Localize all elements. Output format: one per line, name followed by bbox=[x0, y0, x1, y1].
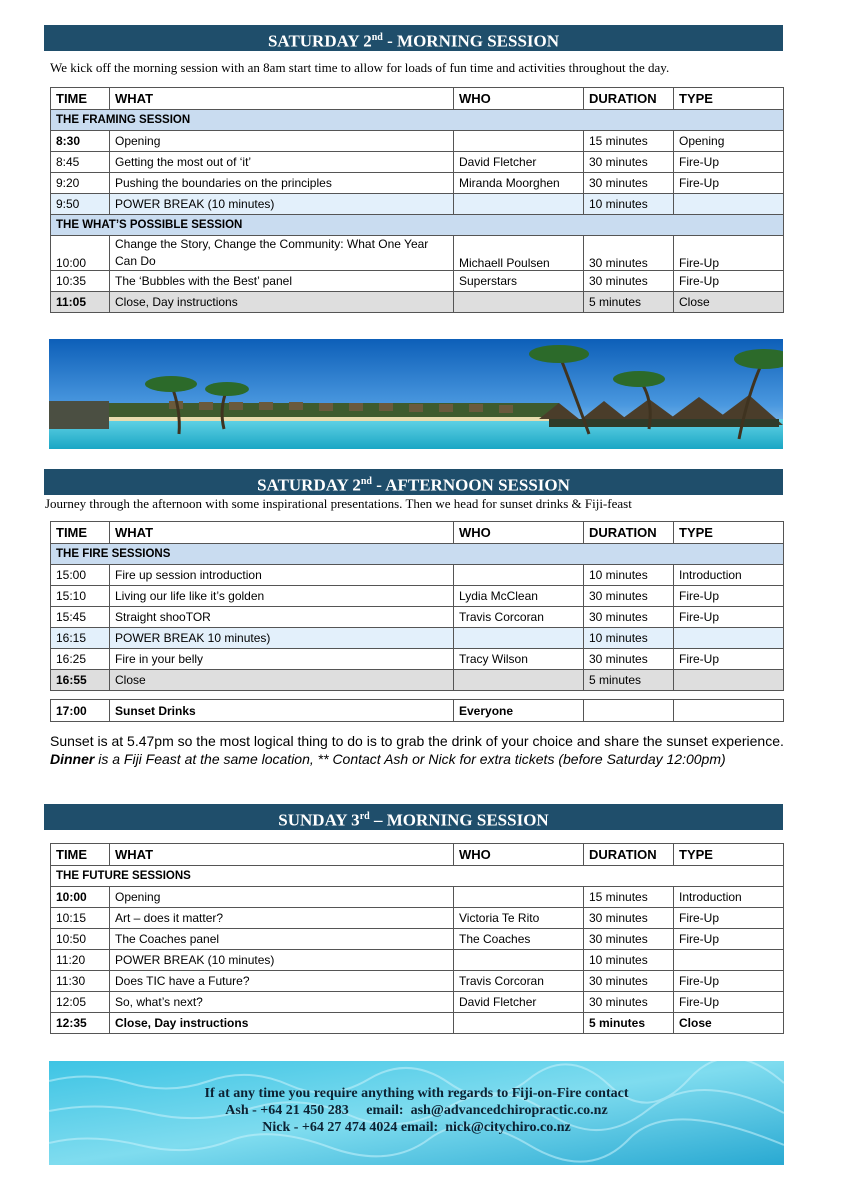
time-cell: 10:35 bbox=[51, 271, 110, 292]
time-cell: 11:20 bbox=[51, 950, 110, 971]
table-header-row bbox=[51, 522, 784, 544]
what-cell: Close, Day instructions bbox=[110, 1013, 454, 1034]
time-cell: 10:00 bbox=[51, 887, 110, 908]
sunday-schedule-table bbox=[50, 843, 784, 1034]
duration-cell: 10 minutes bbox=[584, 565, 674, 586]
section-title: THE FRAMING SESSION bbox=[51, 110, 784, 131]
duration-cell: 30 minutes bbox=[584, 173, 674, 194]
duration-cell bbox=[584, 700, 674, 722]
col-type: TYPE bbox=[674, 522, 784, 544]
table-row-close bbox=[51, 1013, 784, 1034]
type-cell: Fire-Up bbox=[674, 236, 784, 271]
table-row bbox=[51, 607, 784, 628]
duration-cell: 30 minutes bbox=[584, 152, 674, 173]
morning-intro: We kick off the morning session with an 8am start time to allow for loads of fun time and activities throughout the day. bbox=[50, 60, 670, 75]
table-row bbox=[51, 887, 784, 908]
what-cell: Opening bbox=[110, 887, 454, 908]
col-who: WHO bbox=[454, 522, 584, 544]
morning-session-header: SATURDAY 2nd - MORNING SESSION bbox=[44, 25, 783, 51]
what-cell: Straight shooTOR bbox=[110, 607, 454, 628]
what-cell: The ‘Bubbles with the Best’ panel bbox=[110, 271, 454, 292]
col-what: WHAT bbox=[110, 88, 454, 110]
section-title: THE FIRE SESSIONS bbox=[51, 544, 784, 565]
time-cell: 9:50 bbox=[51, 194, 110, 215]
who-cell: David Fletcher bbox=[454, 152, 584, 173]
table-row bbox=[51, 992, 784, 1013]
who-cell bbox=[454, 670, 584, 691]
time-cell: 15:10 bbox=[51, 586, 110, 607]
who-cell bbox=[454, 950, 584, 971]
who-cell: Michaell Poulsen bbox=[454, 236, 584, 271]
time-cell: 16:15 bbox=[51, 628, 110, 649]
type-cell: Fire-Up bbox=[674, 152, 784, 173]
type-cell bbox=[674, 628, 784, 649]
time-cell: 9:20 bbox=[51, 173, 110, 194]
who-cell: Travis Corcoran bbox=[454, 607, 584, 628]
who-cell bbox=[454, 1013, 584, 1034]
col-duration: DURATION bbox=[584, 522, 674, 544]
type-cell: Introduction bbox=[674, 887, 784, 908]
who-cell: Superstars bbox=[454, 271, 584, 292]
who-cell: Lydia McClean bbox=[454, 586, 584, 607]
col-time: TIME bbox=[51, 522, 110, 544]
what-cell: Opening bbox=[110, 131, 454, 152]
col-type: TYPE bbox=[674, 844, 784, 866]
type-cell: Introduction bbox=[674, 565, 784, 586]
duration-cell: 30 minutes bbox=[584, 992, 674, 1013]
duration-cell: 5 minutes bbox=[584, 1013, 674, 1034]
time-cell: 16:25 bbox=[51, 649, 110, 670]
section-row bbox=[51, 544, 784, 565]
time-cell: 11:05 bbox=[51, 292, 110, 313]
what-cell: Living our life like it’s golden bbox=[110, 586, 454, 607]
time-cell: 12:05 bbox=[51, 992, 110, 1013]
col-what: WHAT bbox=[110, 844, 454, 866]
resort-banner-image bbox=[49, 339, 783, 449]
col-who: WHO bbox=[454, 88, 584, 110]
who-cell: Victoria Te Rito bbox=[454, 908, 584, 929]
table-row bbox=[51, 173, 784, 194]
who-cell: Travis Corcoran bbox=[454, 971, 584, 992]
table-header-row bbox=[51, 88, 784, 110]
contact-ash: Ash - +64 21 450 283 email: ash@advancedchiropractic.co.nz bbox=[225, 1103, 608, 1118]
what-cell: POWER BREAK (10 minutes) bbox=[110, 194, 454, 215]
table-row bbox=[51, 971, 784, 992]
col-time: TIME bbox=[51, 88, 110, 110]
col-duration: DURATION bbox=[584, 88, 674, 110]
col-who: WHO bbox=[454, 844, 584, 866]
type-cell bbox=[674, 194, 784, 215]
type-cell: Opening bbox=[674, 131, 784, 152]
sunset-drinks-table bbox=[50, 699, 784, 722]
duration-cell: 30 minutes bbox=[584, 908, 674, 929]
what-cell: Fire up session introduction bbox=[110, 565, 454, 586]
time-cell: 8:45 bbox=[51, 152, 110, 173]
who-cell: Everyone bbox=[454, 700, 584, 722]
type-cell bbox=[674, 950, 784, 971]
duration-cell: 30 minutes bbox=[584, 971, 674, 992]
afternoon-session-header: SATURDAY 2nd - AFTERNOON SESSION bbox=[44, 469, 783, 495]
sunday-session-header: SUNDAY 3rd – MORNING SESSION bbox=[44, 804, 783, 830]
what-cell: Fire in your belly bbox=[110, 649, 454, 670]
who-cell bbox=[454, 628, 584, 649]
section-row bbox=[51, 215, 784, 236]
type-cell: Fire-Up bbox=[674, 173, 784, 194]
time-cell: 16:55 bbox=[51, 670, 110, 691]
what-cell: Does TIC have a Future? bbox=[110, 971, 454, 992]
col-what: WHAT bbox=[110, 522, 454, 544]
what-cell: POWER BREAK 10 minutes) bbox=[110, 628, 454, 649]
type-cell: Fire-Up bbox=[674, 586, 784, 607]
sunset-note bbox=[50, 732, 790, 768]
table-row-break bbox=[51, 628, 784, 649]
morning-schedule-table bbox=[50, 87, 784, 313]
who-cell: Miranda Moorghen bbox=[454, 173, 584, 194]
table-row-close bbox=[51, 670, 784, 691]
time-cell: 15:45 bbox=[51, 607, 110, 628]
table-row bbox=[51, 586, 784, 607]
section-row bbox=[51, 866, 784, 887]
type-cell bbox=[674, 700, 784, 722]
what-cell: Getting the most out of ‘it’ bbox=[110, 152, 454, 173]
type-cell bbox=[674, 670, 784, 691]
duration-cell: 30 minutes bbox=[584, 586, 674, 607]
table-row bbox=[51, 131, 784, 152]
resort-scene bbox=[49, 339, 783, 449]
time-cell: 8:30 bbox=[51, 131, 110, 152]
duration-cell: 5 minutes bbox=[584, 670, 674, 691]
what-cell: So, what’s next? bbox=[110, 992, 454, 1013]
who-cell: Tracy Wilson bbox=[454, 649, 584, 670]
what-cell: Art – does it matter? bbox=[110, 908, 454, 929]
col-duration: DURATION bbox=[584, 844, 674, 866]
section-title: THE FUTURE SESSIONS bbox=[51, 866, 784, 887]
afternoon-schedule-table bbox=[50, 521, 784, 691]
type-cell: Fire-Up bbox=[674, 607, 784, 628]
contact-block bbox=[49, 1085, 784, 1136]
table-row bbox=[51, 565, 784, 586]
what-cell: Change the Story, Change the Community: What One Year Can Do bbox=[110, 236, 454, 271]
who-cell: David Fletcher bbox=[454, 992, 584, 1013]
time-cell: 15:00 bbox=[51, 565, 110, 586]
table-row-break bbox=[51, 950, 784, 971]
table-row bbox=[51, 908, 784, 929]
contact-nick: Nick - +64 27 474 4024 email: nick@citychiro.co.nz bbox=[262, 1120, 571, 1135]
table-row-sunset-drinks bbox=[51, 700, 784, 722]
sunset-note-text: Sunset is at 5.47pm so the most logical thing to do is to grab the drink of your choice and share the sunset experience. bbox=[50, 733, 784, 749]
duration-cell: 30 minutes bbox=[584, 607, 674, 628]
contact-intro: If at any time you require anything with regards to Fiji-on-Fire contact bbox=[204, 1086, 629, 1101]
time-cell: 10:50 bbox=[51, 929, 110, 950]
section-title: THE WHAT’S POSSIBLE SESSION bbox=[51, 215, 784, 236]
col-time: TIME bbox=[51, 844, 110, 866]
dinner-note-text: is a Fiji Feast at the same location, ** Contact Ash or Nick for extra tickets (before Saturday 12:00pm) bbox=[94, 751, 726, 767]
dinner-note bbox=[50, 750, 790, 768]
who-cell bbox=[454, 194, 584, 215]
type-cell: Fire-Up bbox=[674, 971, 784, 992]
col-type: TYPE bbox=[674, 88, 784, 110]
type-cell: Close bbox=[674, 1013, 784, 1034]
time-cell: 10:15 bbox=[51, 908, 110, 929]
duration-cell: 5 minutes bbox=[584, 292, 674, 313]
table-row bbox=[51, 152, 784, 173]
type-cell: Fire-Up bbox=[674, 271, 784, 292]
what-cell: The Coaches panel bbox=[110, 929, 454, 950]
table-row bbox=[51, 929, 784, 950]
who-cell bbox=[454, 131, 584, 152]
duration-cell: 10 minutes bbox=[584, 194, 674, 215]
type-cell: Fire-Up bbox=[674, 992, 784, 1013]
type-cell: Fire-Up bbox=[674, 649, 784, 670]
table-row-break bbox=[51, 194, 784, 215]
what-cell: Pushing the boundaries on the principles bbox=[110, 173, 454, 194]
time-cell: 17:00 bbox=[51, 700, 110, 722]
afternoon-intro: Journey through the afternoon with some inspirational presentations. Then we head for sunset drinks & Fiji-feast bbox=[45, 496, 632, 511]
duration-cell: 30 minutes bbox=[584, 271, 674, 292]
type-cell: Fire-Up bbox=[674, 929, 784, 950]
time-cell: 12:35 bbox=[51, 1013, 110, 1034]
table-header-row bbox=[51, 844, 784, 866]
duration-cell: 30 minutes bbox=[584, 236, 674, 271]
duration-cell: 30 minutes bbox=[584, 929, 674, 950]
what-cell: POWER BREAK (10 minutes) bbox=[110, 950, 454, 971]
who-cell bbox=[454, 565, 584, 586]
table-row bbox=[51, 271, 784, 292]
what-cell: Close bbox=[110, 670, 454, 691]
who-cell bbox=[454, 292, 584, 313]
dinner-label: Dinner bbox=[50, 751, 95, 767]
table-row bbox=[51, 236, 784, 271]
what-cell: Close, Day instructions bbox=[110, 292, 454, 313]
who-cell bbox=[454, 887, 584, 908]
time-cell: 10:00 bbox=[51, 236, 110, 271]
section-row bbox=[51, 110, 784, 131]
duration-cell: 30 minutes bbox=[584, 649, 674, 670]
who-cell: The Coaches bbox=[454, 929, 584, 950]
duration-cell: 15 minutes bbox=[584, 887, 674, 908]
time-cell: 11:30 bbox=[51, 971, 110, 992]
type-cell: Fire-Up bbox=[674, 908, 784, 929]
duration-cell: 10 minutes bbox=[584, 628, 674, 649]
type-cell: Close bbox=[674, 292, 784, 313]
what-cell: Sunset Drinks bbox=[110, 700, 454, 722]
duration-cell: 10 minutes bbox=[584, 950, 674, 971]
duration-cell: 15 minutes bbox=[584, 131, 674, 152]
table-row-close bbox=[51, 292, 784, 313]
table-row bbox=[51, 649, 784, 670]
